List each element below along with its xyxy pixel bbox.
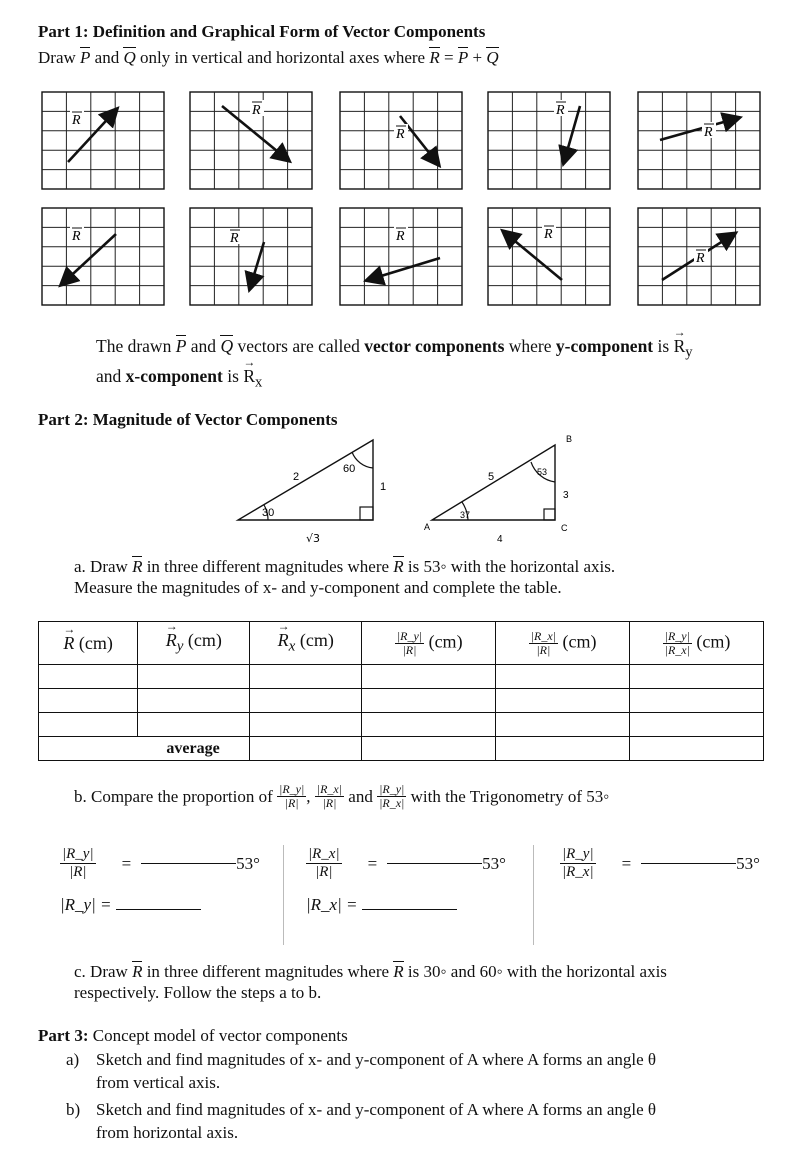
table-cell	[39, 737, 138, 761]
vector-grid	[190, 92, 312, 189]
header-R: → R (cm)	[39, 622, 138, 665]
tri2-A: A	[424, 522, 431, 532]
table-cell[interactable]	[138, 665, 250, 689]
vector-grid	[340, 92, 462, 189]
table-cell[interactable]	[39, 713, 138, 737]
table-average-row	[39, 737, 764, 761]
part3-item-b-line1: Sketch and find magnitudes of x- and y-component of A where A forms an angle θ	[96, 1100, 657, 1119]
part3-item-b-line2: from horizontal axis.	[96, 1123, 239, 1142]
table-cell[interactable]	[39, 689, 138, 713]
vector-label: R	[704, 125, 713, 140]
table-cell[interactable]	[630, 713, 764, 737]
tri2-angle-bottom: 37	[460, 510, 471, 520]
header-Ry: → $R_y$ (cm)	[138, 622, 250, 665]
table-cell[interactable]	[362, 665, 496, 689]
part3-item-a-line1: Sketch and find magnitudes of x- and y-component of A where A forms an angle θ	[96, 1050, 657, 1069]
part3-item-a-marker: a)	[66, 1050, 80, 1069]
table-header-row	[39, 622, 764, 665]
measurement-table	[38, 621, 764, 761]
vector-grid	[638, 92, 760, 189]
table-cell[interactable]	[250, 737, 362, 761]
table-cell[interactable]	[362, 689, 496, 713]
table-cell[interactable]	[250, 665, 362, 689]
table-cell[interactable]	[362, 713, 496, 737]
part1-note-line1: The drawn P and Q vectors are called vector components where y-component is → $R_y$	[96, 334, 693, 362]
table-cell[interactable]	[496, 665, 630, 689]
table-cell[interactable]	[630, 737, 764, 761]
tri2-B: B	[566, 434, 573, 444]
vector-arrow	[368, 258, 440, 280]
tri1-hyp: 2	[293, 471, 300, 483]
tri2-vert: 3	[563, 490, 569, 501]
part2-a-line1: a. Draw R in three different magnitudes where R is 53◦ with the horizontal axis.	[74, 557, 616, 576]
vector-grid	[638, 208, 760, 305]
vector-label: R	[396, 127, 405, 142]
part2-title: Part 2: Magnitude of Vector Components	[38, 410, 338, 429]
tri1-angle-bottom: 30	[262, 507, 275, 519]
tri2-angle-top: 53	[537, 467, 548, 477]
vector-grid	[42, 92, 164, 189]
header-Ry-over-R: $\frac{|R\_y|}{|R|}$ (cm)	[362, 622, 496, 665]
part3-item-b-marker: b)	[66, 1100, 81, 1119]
formula-x-over-r: $\frac{|R\_x|}{|R|}$ = 53°	[308, 846, 506, 880]
part3-item-a-line2: from vertical axis.	[96, 1073, 221, 1092]
table-cell[interactable]	[138, 713, 250, 737]
vector-label: R	[252, 103, 261, 118]
vector-label: R	[72, 113, 81, 128]
formula-y-over-r: $\frac{|R\_y|}{|R|}$ = 53°	[62, 846, 260, 880]
vector-grid	[42, 208, 164, 305]
formula-mag-x: |R_x| =	[306, 895, 457, 915]
tri2-C: C	[561, 523, 568, 533]
table-row	[39, 665, 764, 689]
vector-label: R	[230, 231, 239, 246]
table-cell[interactable]	[250, 713, 362, 737]
vector-label: R	[72, 229, 81, 244]
tri2-base: 4	[497, 534, 503, 545]
part1-instruction: Draw P and Q only in vertical and horizontal axes where R = P + Q	[38, 48, 499, 67]
table-cell[interactable]	[496, 713, 630, 737]
formula-mag-y: |R_y| =	[60, 895, 201, 915]
divider-2	[533, 845, 534, 945]
vector-label: R	[696, 251, 705, 266]
table-cell[interactable]	[496, 689, 630, 713]
header-Rx: → $R_x$ (cm)	[250, 622, 362, 665]
vector-grid	[190, 208, 312, 305]
vector-grid	[488, 208, 610, 305]
tri1-angle-top: 60	[343, 463, 356, 475]
part1-note-line2: and x-component is → $R_x$	[96, 366, 262, 392]
vector-grid	[488, 92, 610, 189]
table-cell[interactable]	[39, 665, 138, 689]
table-cell[interactable]	[496, 737, 630, 761]
header-Ry-over-Rx: $\frac{|R\_y|}{|R\_x|}$ (cm)	[630, 622, 764, 665]
vector-label: R	[544, 227, 553, 242]
average-label: average	[138, 737, 250, 761]
part2-c-line2: respectively. Follow the steps a to b.	[74, 983, 322, 1002]
part1-title: Part 1: Definition and Graphical Form of Vector Components	[38, 22, 486, 41]
tri1-vert: 1	[380, 481, 387, 493]
vector-arrow	[660, 118, 738, 140]
table-row	[39, 689, 764, 713]
table-cell[interactable]	[630, 665, 764, 689]
table-cell[interactable]	[138, 689, 250, 713]
vector-label: R	[396, 229, 405, 244]
part3-title: Part 3: Concept model of vector components	[38, 1026, 348, 1045]
triangles-diagram	[0, 430, 800, 550]
table-cell[interactable]	[362, 737, 496, 761]
divider-1	[283, 845, 284, 945]
tri2-hyp: 5	[488, 471, 495, 483]
vector-grids	[0, 0, 800, 320]
part2-a-line2: Measure the magnitudes of x- and y-component and complete the table.	[74, 578, 562, 597]
header-Rx-over-R: $\frac{|R\_x|}{|R|}$ (cm)	[496, 622, 630, 665]
table-cell[interactable]	[250, 689, 362, 713]
part2-c-line1: c. Draw R in three different magnitudes where R is 30◦ and 60◦ with the horizontal axis	[74, 962, 667, 981]
part2-b-line: b. Compare the proportion of $\frac{|R\_y|}{|R|}$ , $\frac{|R\_x|}{|R|}$ and $\frac{|R\_y|}{|R\_x|}$ with the Trigonometry of 53◦	[74, 782, 610, 810]
formula-y-over-x: $\frac{|R\_y|}{|R\_x|}$ = 53°	[562, 846, 760, 880]
vector-arrow	[250, 242, 264, 288]
triangle-30-60	[238, 440, 373, 520]
vector-grid	[340, 208, 462, 305]
table-row	[39, 713, 764, 737]
tri1-base: √3	[306, 532, 321, 545]
table-cell[interactable]	[630, 689, 764, 713]
vector-label: R	[556, 103, 565, 118]
